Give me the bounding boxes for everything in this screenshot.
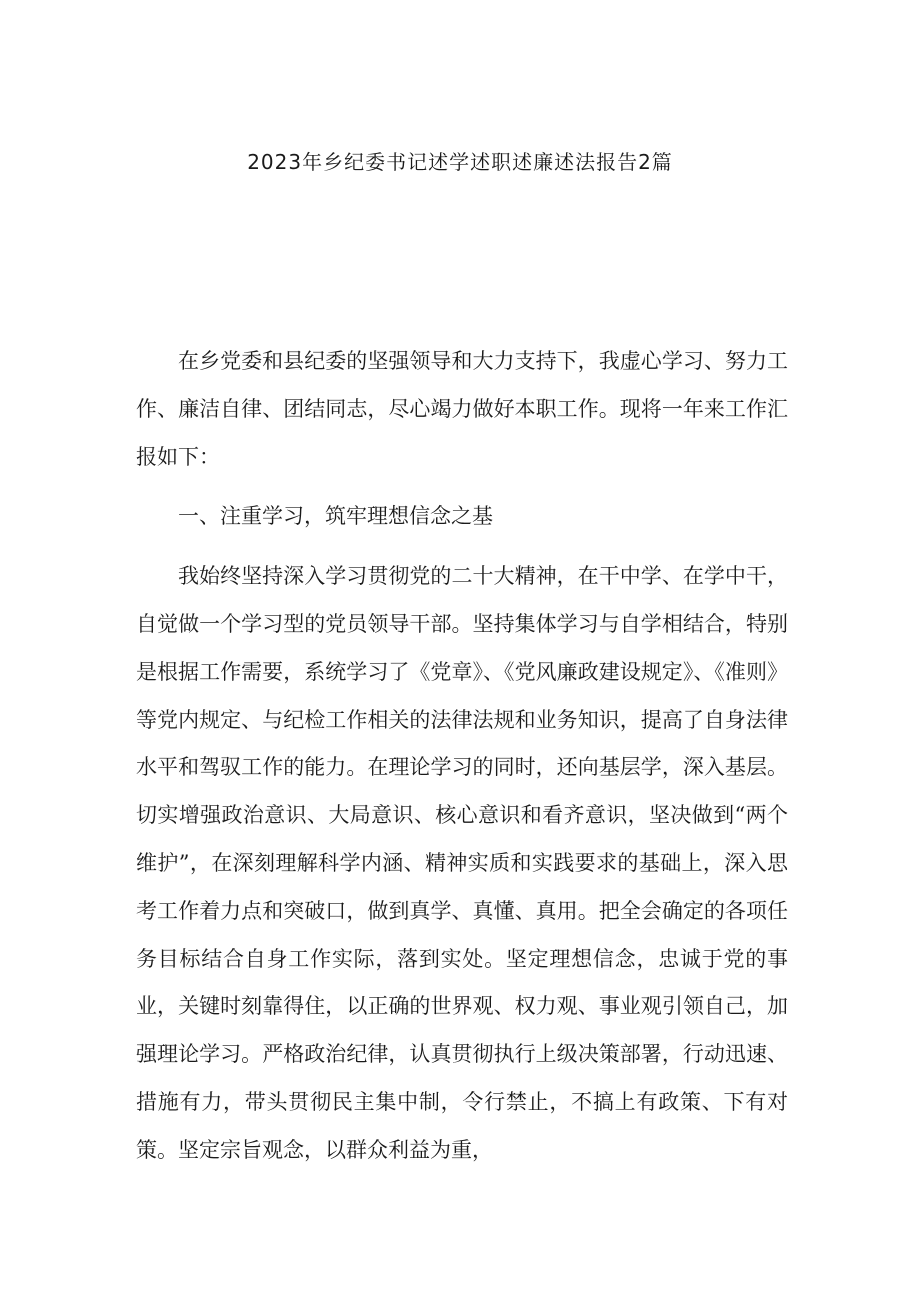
section-paragraph: 我始终坚持深入学习贯彻党的二十大精神，在干中学、在学中干，自觉做一个学习型的党员领导干部。坚持集体学习与自学相结合，特别是根据工作需要，系统学习了《党章》、《党风廉政建设规定》、《准则》等党内规定、与纪检工作相关的法律法规和业务知识，提高了自身法律水平和驾驭工作的能力。在理论学习的同时，还向基层学，深入基层。切实增强政治意识、大局意识、核心意识和看齐意识，坚决做到“两个维护”，在深刻理解科学内涵、精神实质和实践要求的基础上，深入思考工作着力点和突破口，做到真学、真懂、真用。把全会确定的各项任务目标结合自身工作实际，落到实处。坚定理想信念，忠诚于党的事业，关键时刻靠得住，以正确的世界观、权力观、事业观引领自己，加强理论学习。严格政治纪律，认真贯彻执行上级决策部署，行动迅速、措施有力，带头贯彻民主集中制，令行禁止，不搞上有政策、下有对策。坚定宗旨观念，以群众利益为重， [136,564,788,1162]
section-heading: 一、注重学习，筑牢理想信念之基 [178,504,493,529]
document-title: 2023年乡纪委书记述学述职述廉述法报告2篇 [247,150,673,174]
intro-paragraph: 在乡党委和县纪委的坚强领导和大力支持下，我虚心学习、努力工作、廉洁自律、团结同志，尽心竭力做好本职工作。现将一年来工作汇报如下： [136,349,788,469]
document-body [136,338,788,1175]
